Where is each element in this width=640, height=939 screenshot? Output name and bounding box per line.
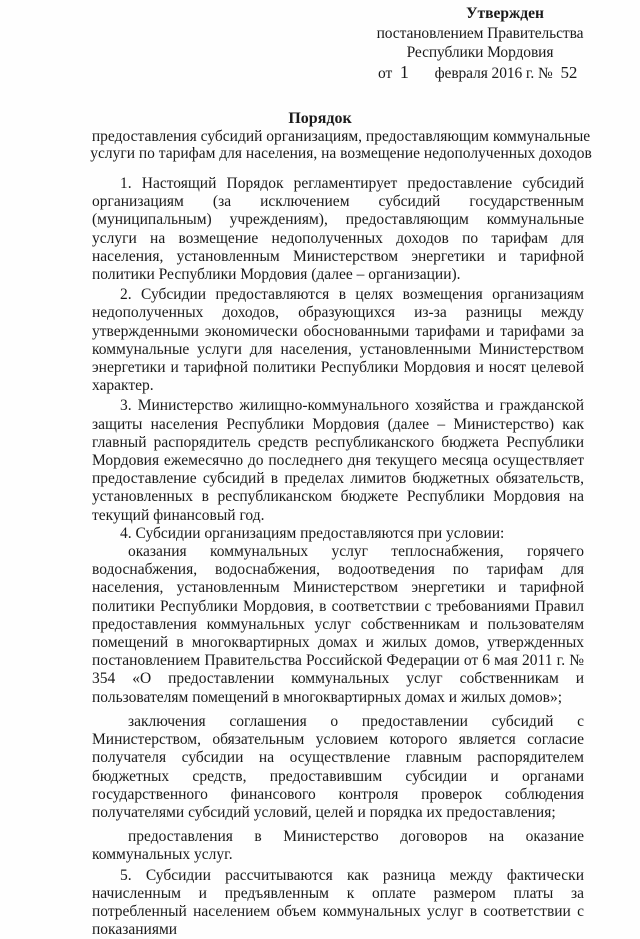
approval-date-rest: февраля 2016 г. № bbox=[434, 64, 553, 82]
approval-date-day: 1 bbox=[399, 61, 409, 82]
condition-2: заключения соглашения о предоставлении субсидий с Министерством, обязательным условием которого является согласие получателя субсидии на осуществление главным распорядителем бюджетных средств, предоставившим субсидии и органами государственного финансового контроля проверок соблюдения получателями субсидий условий, целей и порядка их предоставления; bbox=[92, 712, 584, 821]
condition-1: оказания коммунальных услуг теплоснабжения, горячего водоснабжения, водоснабжения, водоотведения по тарифам для населения, установленным Министерством энергетики и тарифной политики Республики Мордовия, в соответствии с требованиями Правил предоставления коммунальных услуг собственникам и пользователям помещений в многоквартирных домах и жилых домов, утвержденных постановлением Правительства Российской Федерации от 6 мая 2011 г. № 354 «О предоставлении коммунальных услуг собственникам и пользователям помещений в многоквартирных домах и жилых домов»; bbox=[92, 543, 584, 706]
document-title: Порядок bbox=[288, 110, 352, 127]
approval-line-1: постановлением Правительства bbox=[376, 24, 584, 42]
approval-stamp bbox=[350, 0, 610, 83]
paragraph-4: 4. Субсидии организациям предоставляются при условии: bbox=[120, 524, 505, 542]
approval-date-line bbox=[350, 63, 610, 84]
paragraph-1: 1. Настоящий Порядок регламентирует предоставление субсидий организациям (за исключением субсидий государственным (муниципальным) учреждениям), предоставляющим коммунальные услуги на возмещение недополученных доходов по тарифам для населения, установленным Министерством энергетики и тарифной политики Республики Мордовия (далее – организации). bbox=[92, 175, 584, 284]
approval-date-prefix: от bbox=[378, 64, 393, 82]
approval-doc-number: 52 bbox=[560, 62, 578, 82]
condition-3: предоставления в Министерство договоров на оказание коммунальных услуг. bbox=[92, 828, 584, 864]
document-body bbox=[92, 175, 584, 939]
approval-title: Утвержден bbox=[466, 5, 544, 22]
paragraph-2: 2. Субсидии предоставляются в целях возмещения организациям недополученных доходов, образующихся из-за разницы между утвержденными экономически обоснованными тарифами и тарифами за коммунальные услуги для населения, установленными Министерством энергетики и тарифной политики Республики Мордовия и носят целевой характер. bbox=[92, 286, 584, 395]
paragraph-3: 3. Министерство жилищно-коммунального хозяйства и гражданской защиты населения Республики Мордовия (далее – Министерство) как главный распорядитель средств республиканского бюджета Республики Мордовия ежемесячно до последнего дня текущего месяца осуществляет предоставление субсидий в пределах лимитов бюджетных обязательств, установленных в республиканском бюджете Республики Мордовия на текущий финансовый год. bbox=[92, 397, 584, 524]
approval-line-2: Республики Мордовия bbox=[406, 44, 554, 61]
document-subtitle: предоставления субсидий организациям, предоставляющим коммунальные услуги по тарифам для населения, на возмещение недополученных доходов bbox=[90, 128, 592, 162]
paragraph-5: 5. Субсидии рассчитываются как разница между фактически начисленным и предъявленным к оплате размером платы за потребленный населением объем коммунальных услуг в соответствии с показаниями bbox=[92, 866, 584, 939]
